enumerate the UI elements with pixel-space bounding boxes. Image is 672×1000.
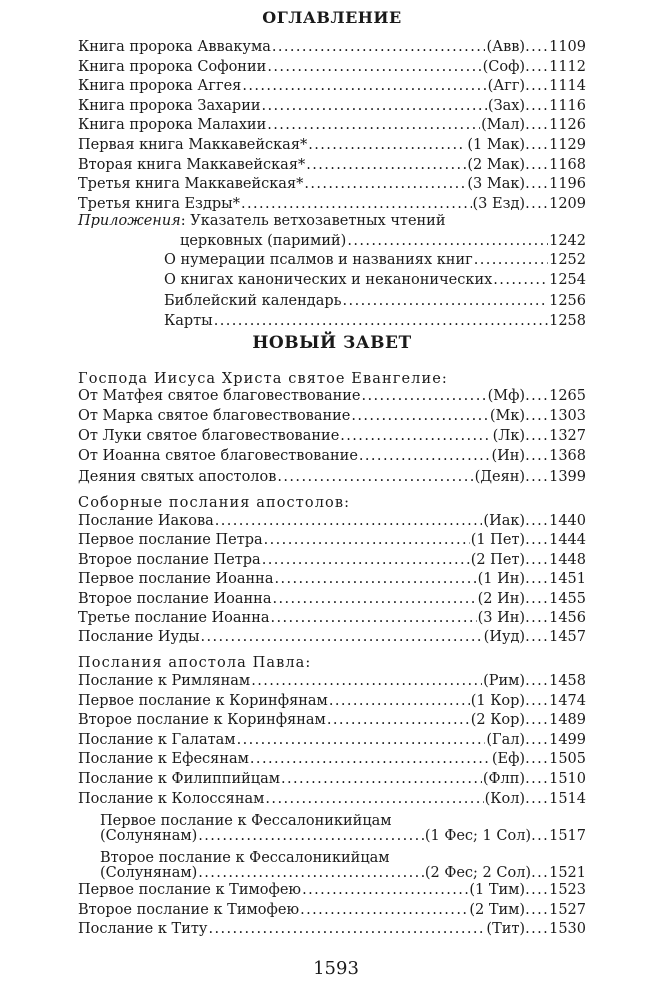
entry-page: 1168 [549,156,586,173]
entry-title: Первое послание Петра [78,532,263,549]
leader-dots [474,250,548,270]
entry-page: 1455 [549,590,586,607]
leader-dots [525,550,549,570]
toc-entry [164,270,586,290]
entry-title: Послание к Филиппийцам [78,771,281,787]
entry-page: 1530 [549,921,586,937]
toc-entry [78,174,586,194]
toc-entry [78,155,586,175]
entry-abbr: (Еф) [491,751,526,768]
leader-dots [525,530,549,550]
entry-title: Послание к Римлянам [78,673,251,689]
toc-entry [78,386,586,406]
entry-page: 1474 [549,692,586,709]
entry-title: Книга пророка Захарии [78,97,261,114]
leader-dots [250,749,491,769]
leader-dots [273,589,477,609]
entry-title: Библейский календарь [164,292,342,309]
leader-dots [525,135,549,155]
entry-abbr: (1 Тим) [469,882,526,898]
leader-dots [237,730,486,750]
entry-page: 1303 [549,408,586,424]
leader-dots [525,96,549,116]
entry-abbr: (3 Езд) [472,195,526,212]
entry-page: 1126 [549,117,586,134]
entry-abbr: (Мф) [487,388,526,404]
entry-abbr: (Мк) [489,408,526,424]
entry-title: Послание к Ефесянам [78,751,249,768]
entry-title: Второе послание к Коринфянам [78,712,326,729]
toc-entry [78,426,586,446]
leader-dots [351,406,488,426]
appendix-first-text: : Указатель ветхозаветных чтений [180,213,446,229]
entry-page: 1116 [549,97,586,114]
leader-dots [274,569,476,589]
entry-page: 1514 [549,790,586,807]
leader-dots [525,789,549,809]
entry-page: 1456 [549,610,586,626]
entry-abbr: (2 Мак) [467,156,526,173]
entry-page: 1129 [549,137,586,153]
entry-page: 1451 [549,571,586,588]
leader-dots [262,550,470,570]
toc-entry [78,589,586,609]
entry-title: Второе послание Петра [78,551,261,568]
gospels-header: Господа Иисуса Христа святое Евангелие: [78,371,448,387]
entry-page: 1399 [549,469,586,485]
entry-title: От Луки святое благовествование [78,428,340,444]
leader-dots [525,769,549,789]
contents-heading: ОГЛАВЛЕНИЕ [262,8,402,27]
entry-title: О нумерации псалмов и названиях книг [164,252,473,268]
leader-dots [525,730,549,750]
leader-dots [525,710,549,730]
leader-dots [300,900,468,920]
entry-page: 1254 [549,272,586,289]
entry-page: 1489 [549,712,586,729]
appendix-label: Приложения [78,213,181,229]
toc-entry [78,749,586,769]
toc-entry [78,900,586,920]
thess1-row [100,826,586,846]
entry-title: Первое послание к Коринфянам [78,692,328,709]
leader-dots [251,671,482,691]
entry-title: Послание Иакова [78,513,214,529]
entry-page: 1196 [549,176,586,193]
leader-dots [271,608,477,628]
toc-entry [78,406,586,426]
entry-title: Книга пророка Аввакума [78,39,271,55]
entry-title: Послание к Колоссянам [78,790,265,807]
toc-entry [78,530,586,550]
entry-abbr: (2 Фес; 2 Сол) [424,865,532,881]
appendix-first-row [180,231,586,251]
leader-dots [525,155,549,175]
leader-dots [308,135,466,155]
leader-dots [525,691,549,711]
entry-title: От Иоанна святое благовествование [78,448,358,464]
toc-entry [78,135,586,155]
entry-title: Книга пророка Малахии [78,117,267,134]
toc-entry [78,446,586,466]
entry-abbr: (Соф) [482,58,526,75]
leader-dots [525,880,549,900]
toc-entry [78,511,586,531]
leader-dots [362,386,487,406]
entry-abbr: (1 Ин) [477,571,526,588]
entry-abbr: (2 Кор) [470,712,526,729]
leader-dots [525,919,549,939]
leader-dots [214,311,548,331]
entry-page: 1457 [549,629,586,646]
leader-dots [281,769,482,789]
leader-dots [525,174,549,194]
entry-title: Карты [164,312,213,329]
leader-dots [198,826,424,846]
leader-dots [525,115,549,135]
nt-heading: НОВЫЙ ЗАВЕТ [252,333,412,353]
toc-entry [78,627,586,647]
entry-title: Послание Иуды [78,629,200,646]
entry-title: Послание к Титу [78,921,208,937]
entry-title: Второе послание к Тимофею [78,901,300,918]
entry-page: 1112 [549,58,586,75]
entry-page: 1258 [549,312,586,329]
toc-entry [78,691,586,711]
leader-dots [525,589,549,609]
leader-dots [359,446,491,466]
entry-abbr: (Мал) [481,117,526,134]
entry-abbr: (Гал) [486,731,526,748]
entry-page: 1527 [549,901,586,918]
entry-page: 1114 [549,78,586,95]
entry-page: 1265 [549,388,586,404]
entry-abbr: (Кол) [484,790,526,807]
leader-dots [306,155,466,175]
entry-abbr: (Флп) [482,771,526,787]
entry-page: 1252 [549,252,586,268]
entry-abbr: (Деян) [474,469,526,485]
entry-abbr: (Зах) [487,97,526,114]
entry-abbr: (3 Мак) [467,176,526,193]
toc-entry [164,250,586,270]
leader-dots [525,608,549,628]
toc-entry [78,96,586,116]
entry-title: Вторая книга Маккавейская* [78,156,306,173]
entry-abbr: (Тит) [486,921,526,937]
entry-abbr: (Иак) [483,513,526,529]
leader-dots [329,691,470,711]
leader-dots [525,627,549,647]
toc-entry [164,311,586,331]
entry-abbr: (Ин) [491,448,526,464]
page-number: 1593 [313,958,359,979]
toc-entry [78,671,586,691]
entry-abbr: (2 Ин) [477,590,526,607]
leader-dots [525,569,549,589]
leader-dots [215,511,483,531]
entry-abbr: (Рим) [483,673,526,689]
entry-page: 1499 [549,731,586,748]
appendix-first-cont: церковных (паримий) [180,233,347,249]
entry-abbr: (1 Пет) [470,532,526,549]
leader-dots [525,406,549,426]
entry-abbr: (Лк) [492,428,526,444]
leader-dots [267,57,481,77]
leader-dots [262,96,487,116]
entry-title: Первое послание Иоанна [78,571,274,588]
entry-page: 1517 [549,828,586,844]
leader-dots [525,900,549,920]
leader-dots [525,446,549,466]
leader-dots [525,194,549,214]
entry-page: 1440 [549,513,586,529]
appendix-first-line [78,211,446,231]
leader-dots [347,231,548,251]
leader-dots [265,789,483,809]
leader-dots [343,291,549,311]
entry-page: 1505 [549,751,586,768]
entry-abbr: (2 Пет) [470,551,526,568]
entry-title: Второе послание Иоанна [78,590,272,607]
entry-page: 1256 [549,292,586,309]
toc-entry [78,37,586,57]
leader-dots [304,174,466,194]
toc-entry [78,789,586,809]
entry-page: 1448 [549,551,586,568]
entry-abbr: (2 Тим) [469,901,526,918]
entry-abbr: (1 Мак) [467,137,526,153]
entry-page: 1458 [549,673,586,689]
toc-entry [78,769,586,789]
toc-entry [78,880,586,900]
entry-title: (Солунянам) [100,865,198,881]
toc-entry [78,76,586,96]
catholic-header: Соборные послания апостолов: [78,495,351,511]
leader-dots [267,115,480,135]
entry-page: 1510 [549,771,586,787]
entry-abbr: (1 Кор) [470,692,526,709]
entry-title: Книга пророка Софонии [78,58,267,75]
leader-dots [242,76,486,96]
entry-page: 1523 [549,882,586,898]
entry-title: (Солунянам) [100,828,198,844]
entry-abbr: (Авв) [486,39,526,55]
leader-dots [208,919,485,939]
entry-title: От Марка святое благовествование [78,408,351,424]
entry-title: Деяния святых апостолов [78,469,277,485]
appendix-first-page: 1242 [549,233,586,249]
leader-dots [493,270,548,290]
toc-entry [78,919,586,939]
toc-entry [78,710,586,730]
leader-dots [531,826,549,846]
leader-dots [525,511,549,531]
toc-entry [78,730,586,750]
leader-dots [525,76,549,96]
leader-dots [525,37,549,57]
entry-page: 1368 [549,448,586,464]
leader-dots [525,426,549,446]
entry-abbr: (Агг) [487,78,526,95]
entry-abbr: (Иуд) [483,629,526,646]
toc-entry [78,608,586,628]
leader-dots [272,37,486,57]
paul-header: Послания апостола Павла: [78,655,312,671]
entry-page: 1444 [549,532,586,549]
thess1-line1: Первое послание к Фессалоникийцам [100,813,392,829]
entry-title: О книгах канонических и неканонических [164,272,493,289]
toc-entry [78,115,586,135]
entry-abbr: (3 Ин) [477,610,526,626]
entry-title: Послание к Галатам [78,731,236,748]
leader-dots [525,386,549,406]
acts-row [78,467,586,487]
leader-dots [277,467,473,487]
leader-dots [340,426,491,446]
entry-title: Первая книга Маккавейская* [78,137,308,153]
entry-title: Третья книга Маккавейская* [78,176,304,193]
leader-dots [201,627,483,647]
leader-dots [525,671,549,691]
leader-dots [264,530,470,550]
entry-page: 1521 [549,865,586,881]
toc-entry [78,550,586,570]
thess2-line1: Второе послание к Фессалоникийцам [100,850,390,866]
entry-page: 1109 [549,39,586,55]
leader-dots [327,710,470,730]
entry-abbr: (1 Фес; 1 Сол) [424,828,532,844]
leader-dots [525,467,549,487]
entry-title: Третья книга Ездры* [78,195,240,212]
entry-title: Третье послание Иоанна [78,610,270,626]
entry-title: Первое послание к Тимофею [78,882,302,898]
entry-title: От Матфея святое благовествование [78,388,361,404]
entry-page: 1327 [549,428,586,444]
leader-dots [525,57,549,77]
leader-dots [302,880,468,900]
entry-title: Книга пророка Аггея [78,78,242,95]
leader-dots [525,749,549,769]
toc-entry [78,569,586,589]
toc-entry [164,291,586,311]
toc-entry [78,57,586,77]
entry-page: 1209 [549,195,586,212]
